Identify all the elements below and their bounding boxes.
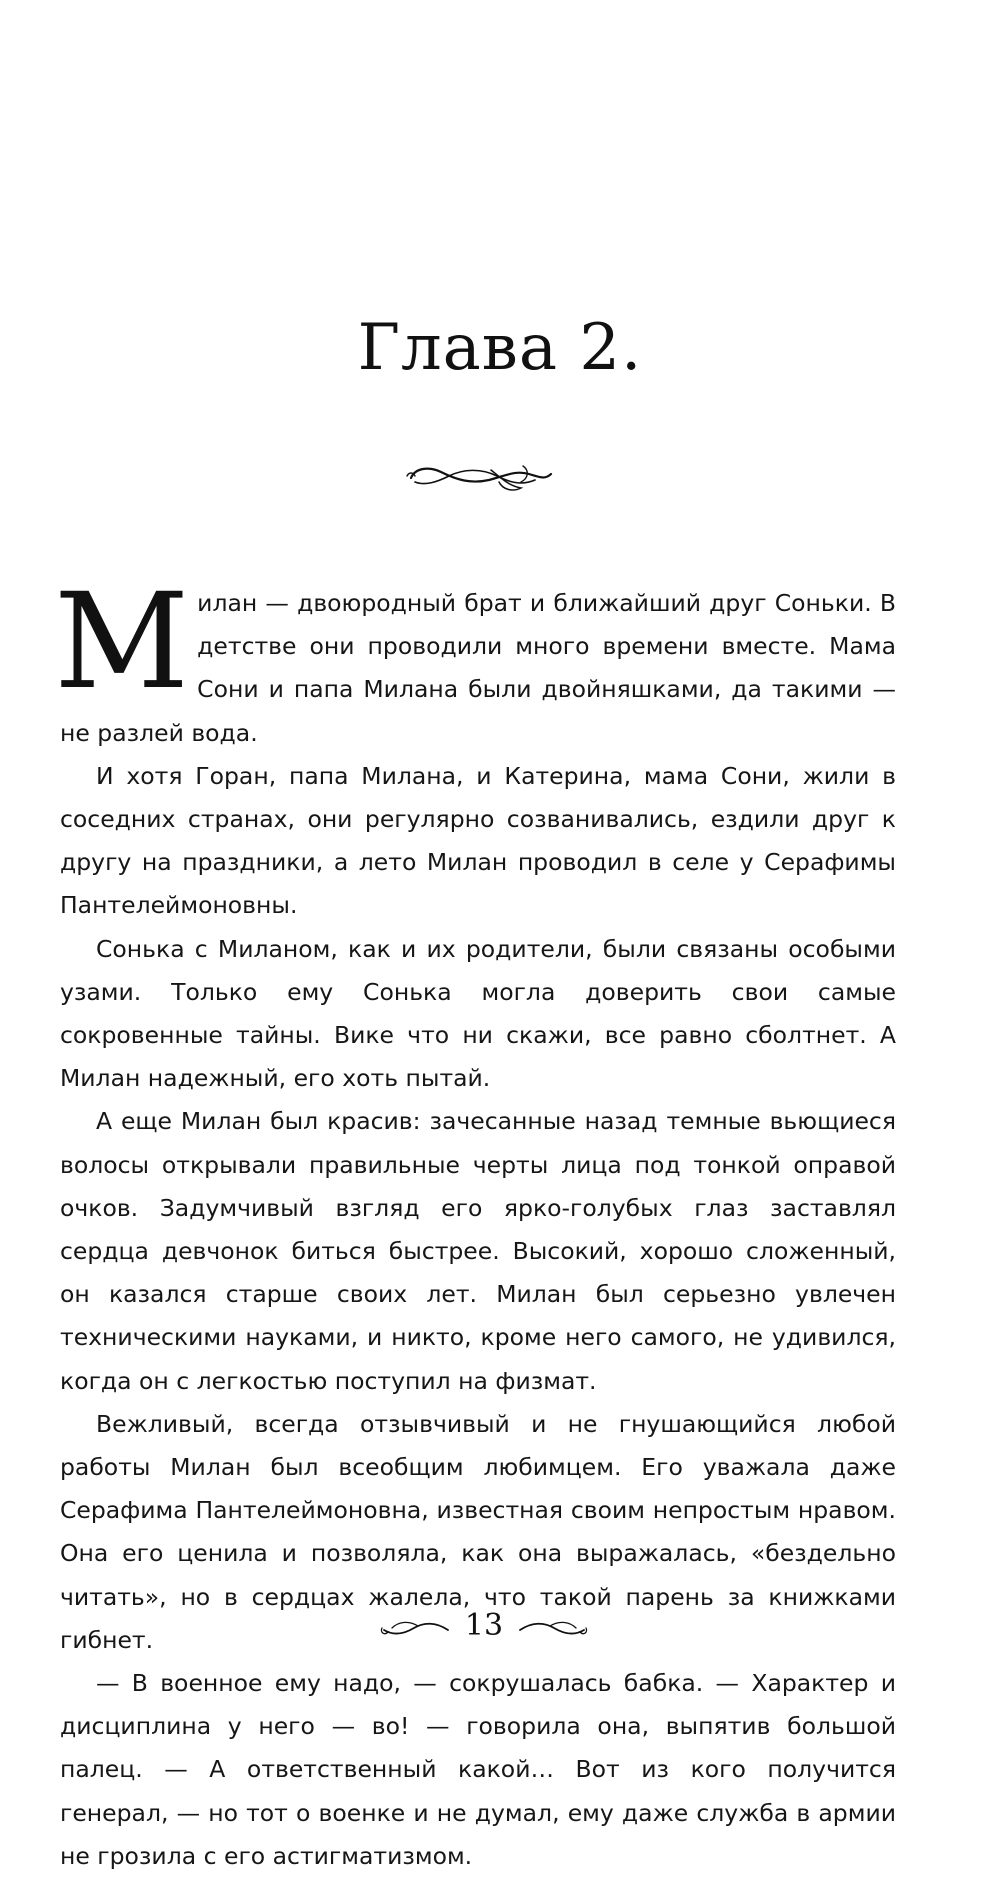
swirl-right-icon	[518, 1618, 590, 1640]
flourish-ornament-icon	[405, 460, 555, 494]
paragraph: — В военное ему надо, — сокрушалась бабка. — Характер и дисциплина у него — во! — говорила она, выпятив большой палец. — А ответственный какой… Вот из кого получится генерал, — но тот о военке и не думал, ему даже служба в армии не грозила с его астигматизмом.	[60, 1669, 896, 1870]
paragraph-text: илан — двоюродный брат и ближайший друг Соньки. В детстве они проводили много времени вместе. Мама Сони и папа Милана были двойняшками, да такими — не разлей вода.	[60, 589, 896, 747]
paragraph-first	[54, 565, 896, 755]
page-footer	[0, 1604, 1000, 1654]
chapter-title: Глава 2.	[357, 311, 643, 385]
paragraph: А еще Милан был красив: зачесанные назад темные вьющиеся волосы открывали правильные черты лица под тонкой оправой очков. Задумчивый взгляд его ярко-голубых глаз заставлял сердца девчонок биться быстрее. Высокий, хорошо сложенный, он казался старше своих лет. Милан был серьезно увлечен техническими науками, и никто, кроме него самого, не удивился, когда он с легкостью поступил на физмат.	[60, 1107, 896, 1395]
swirl-left-icon	[378, 1618, 450, 1640]
paragraph: Вежливый, всегда отзывчивый и не гнушающийся любой работы Милан был всеобщим любимцем. Его уважала даже Серафима Пантелеймоновна, известная своим непростым нравом. Она его ценила и позволяла, как она выражалась, «бездельно читать», но в сердцах жалела, что такой парень за книжками гибнет.	[60, 1409, 896, 1654]
chapter-text	[54, 565, 896, 1878]
page-number: 13	[464, 1608, 504, 1643]
drop-cap: М	[54, 565, 190, 719]
paragraph: И хотя Горан, папа Милана, и Катерина, мама Сони, жили в соседних странах, они регулярно созванивались, ездили друг к другу на праздники, а лето Милан проводил в селе у Серафимы Пантелеймоновны.	[60, 761, 896, 920]
paragraph: Сонька с Миланом, как и их родители, были связаны особыми узами. Только ему Сонька могла доверить свои самые сокровенные тайны. Вике что ни скажи, все равно сболтнет. А Милан надежный, его хоть пытай.	[60, 934, 896, 1093]
